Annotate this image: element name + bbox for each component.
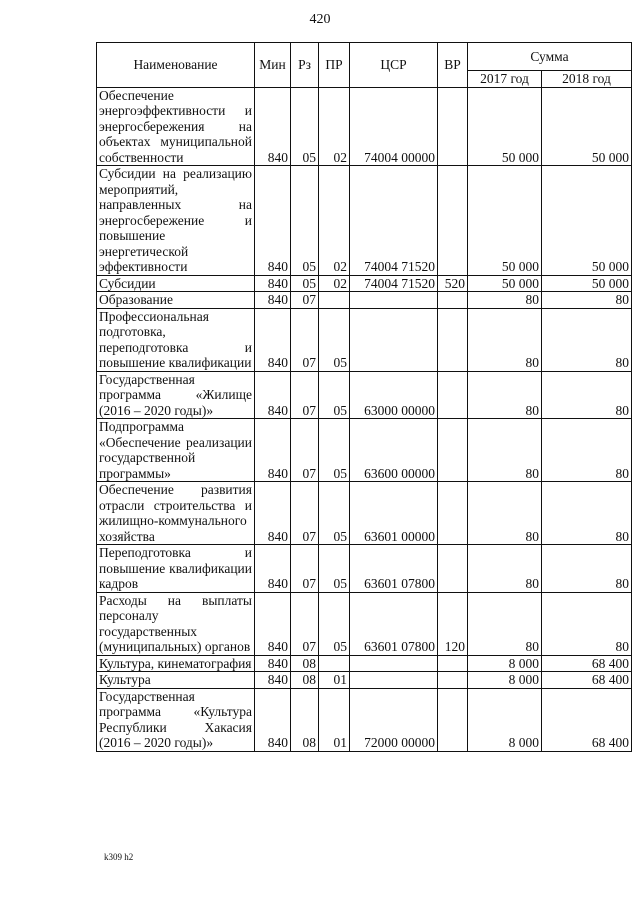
cell-rz: 08 — [291, 672, 319, 689]
cell-y2017: 8 000 — [468, 672, 542, 689]
cell-vr — [438, 166, 468, 276]
cell-vr — [438, 87, 468, 166]
cell-rz: 08 — [291, 688, 319, 751]
cell-min: 840 — [255, 688, 291, 751]
cell-y2018: 68 400 — [542, 655, 632, 672]
header-name: Наименование — [97, 43, 255, 88]
header-min: Мин — [255, 43, 291, 88]
table-body — [97, 87, 632, 751]
cell-pr: 05 — [319, 545, 350, 593]
table-row — [97, 655, 632, 672]
header-year-2018: 2018 год — [542, 71, 632, 88]
table-row — [97, 482, 632, 545]
cell-name: Переподготовка и повышение квалификации кадров — [97, 545, 255, 593]
cell-pr: 05 — [319, 308, 350, 371]
header-vr: ВР — [438, 43, 468, 88]
cell-csr — [350, 655, 438, 672]
cell-pr: 02 — [319, 87, 350, 166]
cell-csr: 63601 00000 — [350, 482, 438, 545]
cell-min: 840 — [255, 308, 291, 371]
page-number: 420 — [309, 12, 331, 27]
header-rz: Рз — [291, 43, 319, 88]
cell-y2018: 50 000 — [542, 87, 632, 166]
cell-min: 840 — [255, 275, 291, 292]
cell-min: 840 — [255, 672, 291, 689]
table-row — [97, 308, 632, 371]
cell-vr — [438, 292, 468, 309]
cell-y2017: 50 000 — [468, 87, 542, 166]
cell-y2017: 8 000 — [468, 688, 542, 751]
cell-csr: 74004 71520 — [350, 275, 438, 292]
cell-min: 840 — [255, 482, 291, 545]
cell-csr — [350, 292, 438, 309]
cell-y2017: 80 — [468, 371, 542, 419]
cell-min: 840 — [255, 87, 291, 166]
cell-pr: 01 — [319, 672, 350, 689]
cell-csr: 63601 07800 — [350, 592, 438, 655]
table-header — [97, 43, 632, 88]
cell-y2017: 8 000 — [468, 655, 542, 672]
cell-rz: 07 — [291, 419, 319, 482]
cell-name: Образование — [97, 292, 255, 309]
cell-min: 840 — [255, 655, 291, 672]
cell-name: Субсидии — [97, 275, 255, 292]
cell-y2018: 50 000 — [542, 275, 632, 292]
budget-table — [96, 42, 632, 752]
cell-vr — [438, 308, 468, 371]
cell-name: Обеспечение энергоэффективности и энергосбережения на объектах муниципальной собственности — [97, 87, 255, 166]
cell-vr — [438, 419, 468, 482]
cell-vr: 520 — [438, 275, 468, 292]
cell-pr: 05 — [319, 482, 350, 545]
cell-y2017: 80 — [468, 419, 542, 482]
cell-vr — [438, 545, 468, 593]
cell-y2017: 80 — [468, 482, 542, 545]
table-row — [97, 592, 632, 655]
cell-y2017: 50 000 — [468, 275, 542, 292]
cell-y2018: 68 400 — [542, 688, 632, 751]
cell-min: 840 — [255, 371, 291, 419]
table-row — [97, 166, 632, 276]
cell-csr: 63600 00000 — [350, 419, 438, 482]
table-row — [97, 672, 632, 689]
cell-vr: 120 — [438, 592, 468, 655]
table-row — [97, 419, 632, 482]
cell-rz: 07 — [291, 371, 319, 419]
cell-y2018: 80 — [542, 592, 632, 655]
footer-code: k309 h2 — [104, 852, 134, 862]
cell-rz: 07 — [291, 592, 319, 655]
cell-min: 840 — [255, 292, 291, 309]
cell-y2018: 80 — [542, 292, 632, 309]
cell-pr: 02 — [319, 275, 350, 292]
cell-csr — [350, 672, 438, 689]
cell-pr: 05 — [319, 371, 350, 419]
cell-csr: 74004 00000 — [350, 87, 438, 166]
cell-csr: 63601 07800 — [350, 545, 438, 593]
table-row — [97, 371, 632, 419]
cell-pr — [319, 292, 350, 309]
header-sum: Сумма — [468, 43, 632, 71]
cell-pr: 05 — [319, 419, 350, 482]
cell-vr — [438, 371, 468, 419]
cell-rz: 07 — [291, 482, 319, 545]
cell-vr — [438, 482, 468, 545]
cell-name: Культура — [97, 672, 255, 689]
cell-rz: 07 — [291, 308, 319, 371]
header-year-2017: 2017 год — [468, 71, 542, 88]
cell-rz: 05 — [291, 166, 319, 276]
table-row — [97, 688, 632, 751]
cell-min: 840 — [255, 166, 291, 276]
cell-csr — [350, 308, 438, 371]
cell-vr — [438, 672, 468, 689]
cell-y2018: 50 000 — [542, 166, 632, 276]
cell-pr: 05 — [319, 592, 350, 655]
cell-pr: 01 — [319, 688, 350, 751]
cell-y2017: 80 — [468, 292, 542, 309]
cell-y2017: 50 000 — [468, 166, 542, 276]
cell-y2018: 80 — [542, 419, 632, 482]
cell-rz: 05 — [291, 87, 319, 166]
cell-min: 840 — [255, 545, 291, 593]
cell-y2018: 80 — [542, 371, 632, 419]
cell-y2017: 80 — [468, 308, 542, 371]
cell-name: Государственная программа «Жилище (2016 – 2020 годы)» — [97, 371, 255, 419]
cell-name: Подпрограмма «Обеспечение реализации государственной программы» — [97, 419, 255, 482]
table-row — [97, 275, 632, 292]
table-row — [97, 292, 632, 309]
cell-pr: 02 — [319, 166, 350, 276]
cell-name: Профессиональная подготовка, переподготовка и повышение квалификации — [97, 308, 255, 371]
cell-y2018: 80 — [542, 482, 632, 545]
cell-csr: 72000 00000 — [350, 688, 438, 751]
table-row — [97, 87, 632, 166]
cell-name: Государственная программа «Культура Республики Хакасия (2016 – 2020 годы)» — [97, 688, 255, 751]
cell-name: Обеспечение развития отрасли строительства и жилищно-коммунального хозяйства — [97, 482, 255, 545]
cell-vr — [438, 655, 468, 672]
cell-y2018: 80 — [542, 545, 632, 593]
cell-y2018: 80 — [542, 308, 632, 371]
cell-pr — [319, 655, 350, 672]
table-row — [97, 545, 632, 593]
cell-name: Культура, кинематография — [97, 655, 255, 672]
cell-name: Расходы на выплаты персоналу государственных (муниципальных) органов — [97, 592, 255, 655]
cell-rz: 07 — [291, 545, 319, 593]
cell-csr: 74004 71520 — [350, 166, 438, 276]
cell-y2017: 80 — [468, 545, 542, 593]
cell-rz: 05 — [291, 275, 319, 292]
cell-min: 840 — [255, 419, 291, 482]
cell-min: 840 — [255, 592, 291, 655]
header-pr: ПР — [319, 43, 350, 88]
cell-name: Субсидии на реализацию мероприятий, направленных на энергосбережение и повышение энергетической эффективности — [97, 166, 255, 276]
cell-vr — [438, 688, 468, 751]
header-csr: ЦСР — [350, 43, 438, 88]
cell-y2017: 80 — [468, 592, 542, 655]
cell-rz: 07 — [291, 292, 319, 309]
cell-y2018: 68 400 — [542, 672, 632, 689]
cell-csr: 63000 00000 — [350, 371, 438, 419]
cell-rz: 08 — [291, 655, 319, 672]
